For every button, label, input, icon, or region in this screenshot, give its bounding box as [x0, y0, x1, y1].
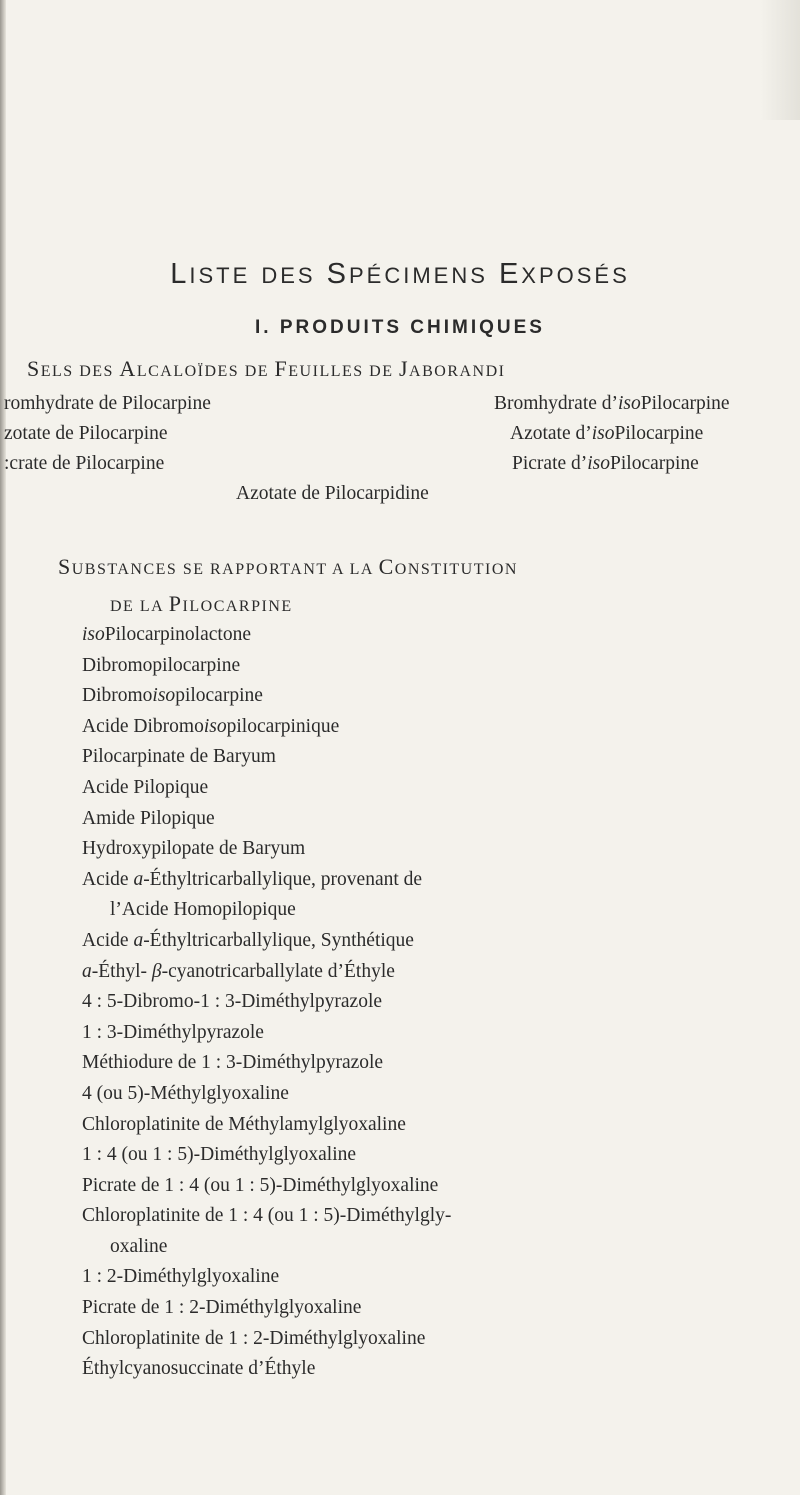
item-text: Bromhydrate d’: [494, 393, 619, 414]
heading-sc: ABORANDI: [409, 363, 506, 380]
item-italic: iso: [587, 453, 611, 474]
list-item: Pilocarpinate de Baryum: [82, 746, 276, 768]
item-italic: a: [133, 929, 144, 951]
item-italic: iso: [618, 393, 641, 414]
item-text: Pilocarpine: [640, 393, 730, 414]
item-text: Picrate d’: [512, 453, 588, 474]
list-item: 1 : 3-Diméthylpyrazole: [82, 1021, 264, 1043]
list-item: Chloroplatinite de 1 : 2-Diméthylglyoxaline: [82, 1327, 426, 1349]
item-text: -Éthyltricarballylique, Synthétique: [143, 929, 414, 951]
list-item: [82, 620, 451, 651]
section-title: I. PRODUITS CHIMIQUES: [255, 317, 545, 338]
item-italic: iso: [152, 685, 176, 707]
list-item: [82, 712, 451, 743]
list-item: [82, 957, 451, 988]
page-corner-shading: [760, 0, 800, 120]
list-item: 1 : 2-Diméthylglyoxaline: [82, 1266, 280, 1288]
heading-sc: UBSTANCES SE RAPPORTANT A LA: [71, 561, 379, 578]
heading-sc: ELS DES: [40, 363, 120, 380]
heading-cap: A: [119, 356, 137, 381]
heading-cap: P: [168, 591, 183, 616]
list-item: Éthylcyanosuccinate d’Éthyle: [82, 1358, 316, 1380]
heading-sc: ILOCARPINE: [182, 598, 293, 615]
item-italic: iso: [82, 624, 105, 645]
list-item-continuation: l’Acide Homopilopique: [110, 899, 296, 921]
list-item: [82, 926, 451, 957]
item-text: Azotate d’: [510, 423, 592, 444]
item-italic: a: [82, 960, 92, 982]
sels-right-item: [510, 423, 703, 445]
list-item: Chloroplatinite de 1 : 4 (ou 1 : 5)-Diméthylgly-: [82, 1205, 452, 1227]
list-item: Hydroxypilopate de Baryum: [82, 838, 306, 860]
item-text: Acide: [82, 929, 134, 951]
title-initial: E: [498, 258, 522, 290]
item-text: Pilocarpine: [610, 453, 699, 474]
item-italic: iso: [203, 715, 227, 737]
heading-sc: ONSTITUTION: [394, 561, 518, 578]
heading-cap: S: [58, 554, 72, 579]
heading-cap: C: [378, 554, 395, 579]
list-item-continuation: oxaline: [110, 1235, 168, 1257]
item-text: pilocarpinique: [226, 715, 340, 737]
sels-heading: [27, 356, 506, 382]
item-text: pilocarpine: [175, 685, 263, 707]
title-initial: L: [170, 258, 190, 290]
list-item: [82, 865, 451, 896]
title-word: XPOSÉS: [521, 263, 630, 288]
list-item: 4 (ou 5)-Méthylglyoxaline: [82, 1082, 289, 1104]
page-edge-shadow: [0, 0, 6, 1495]
heading-sc: DE LA: [110, 598, 169, 615]
item-italic: β: [151, 960, 162, 982]
heading-sc: EUILLES DE: [288, 363, 399, 380]
item-text: -Éthyl-: [91, 960, 152, 982]
list-item: [82, 681, 451, 712]
list-item: Dibromopilocarpine: [82, 654, 241, 676]
list-item: Méthiodure de 1 : 3-Diméthylpyrazole: [82, 1052, 384, 1074]
sels-left-item: romhydrate de Pilocarpine: [4, 393, 211, 414]
item-text: Pilocarpinolactone: [104, 624, 251, 645]
item-text: Pilocarpine: [614, 423, 704, 444]
sels-center-item: Azotate de Pilocarpidine: [236, 483, 429, 504]
title-word: ISTE: [189, 263, 251, 288]
sels-right-item: [494, 393, 730, 415]
list-item: Amide Pilopique: [82, 807, 215, 829]
sels-left-item: :crate de Pilocarpine: [4, 453, 165, 474]
list-item: Acide Pilopique: [82, 776, 209, 798]
title-word: PÉCIMENS: [348, 263, 488, 288]
substances-heading-line2: [110, 591, 293, 617]
heading-cap: S: [27, 356, 41, 381]
list-item: Picrate de 1 : 2-Diméthylglyoxaline: [82, 1297, 362, 1319]
item-text: -Éthyltricarballylique, provenant de: [143, 868, 423, 890]
list-item: Picrate de 1 : 4 (ou 1 : 5)-Diméthylglyoxaline: [82, 1174, 439, 1196]
sels-right-item: [512, 453, 699, 475]
title-initial: S: [326, 258, 349, 290]
title-word: DES: [261, 263, 316, 288]
sels-left-item: zotate de Pilocarpine: [4, 423, 168, 444]
item-text: Dibromo: [82, 685, 153, 707]
list-item: 1 : 4 (ou 1 : 5)-Diméthylglyoxaline: [82, 1144, 357, 1166]
list-item: 4 : 5-Dibromo-1 : 3-Diméthylpyrazole: [82, 991, 383, 1013]
item-text: Acide: [82, 868, 134, 890]
substances-list: [82, 620, 451, 1385]
heading-sc: LCALOÏDES DE: [136, 363, 275, 380]
heading-cap: J: [398, 356, 410, 381]
page-title: [0, 258, 800, 291]
substances-heading-line1: [58, 554, 518, 580]
item-italic: iso: [591, 423, 615, 444]
item-text: Acide Dibromo: [82, 715, 204, 737]
item-italic: a: [133, 868, 144, 890]
item-text: -cyanotricarballylate d’Éthyle: [161, 960, 395, 982]
list-item: Chloroplatinite de Méthylamylglyoxaline: [82, 1113, 406, 1135]
heading-cap: F: [274, 356, 289, 381]
